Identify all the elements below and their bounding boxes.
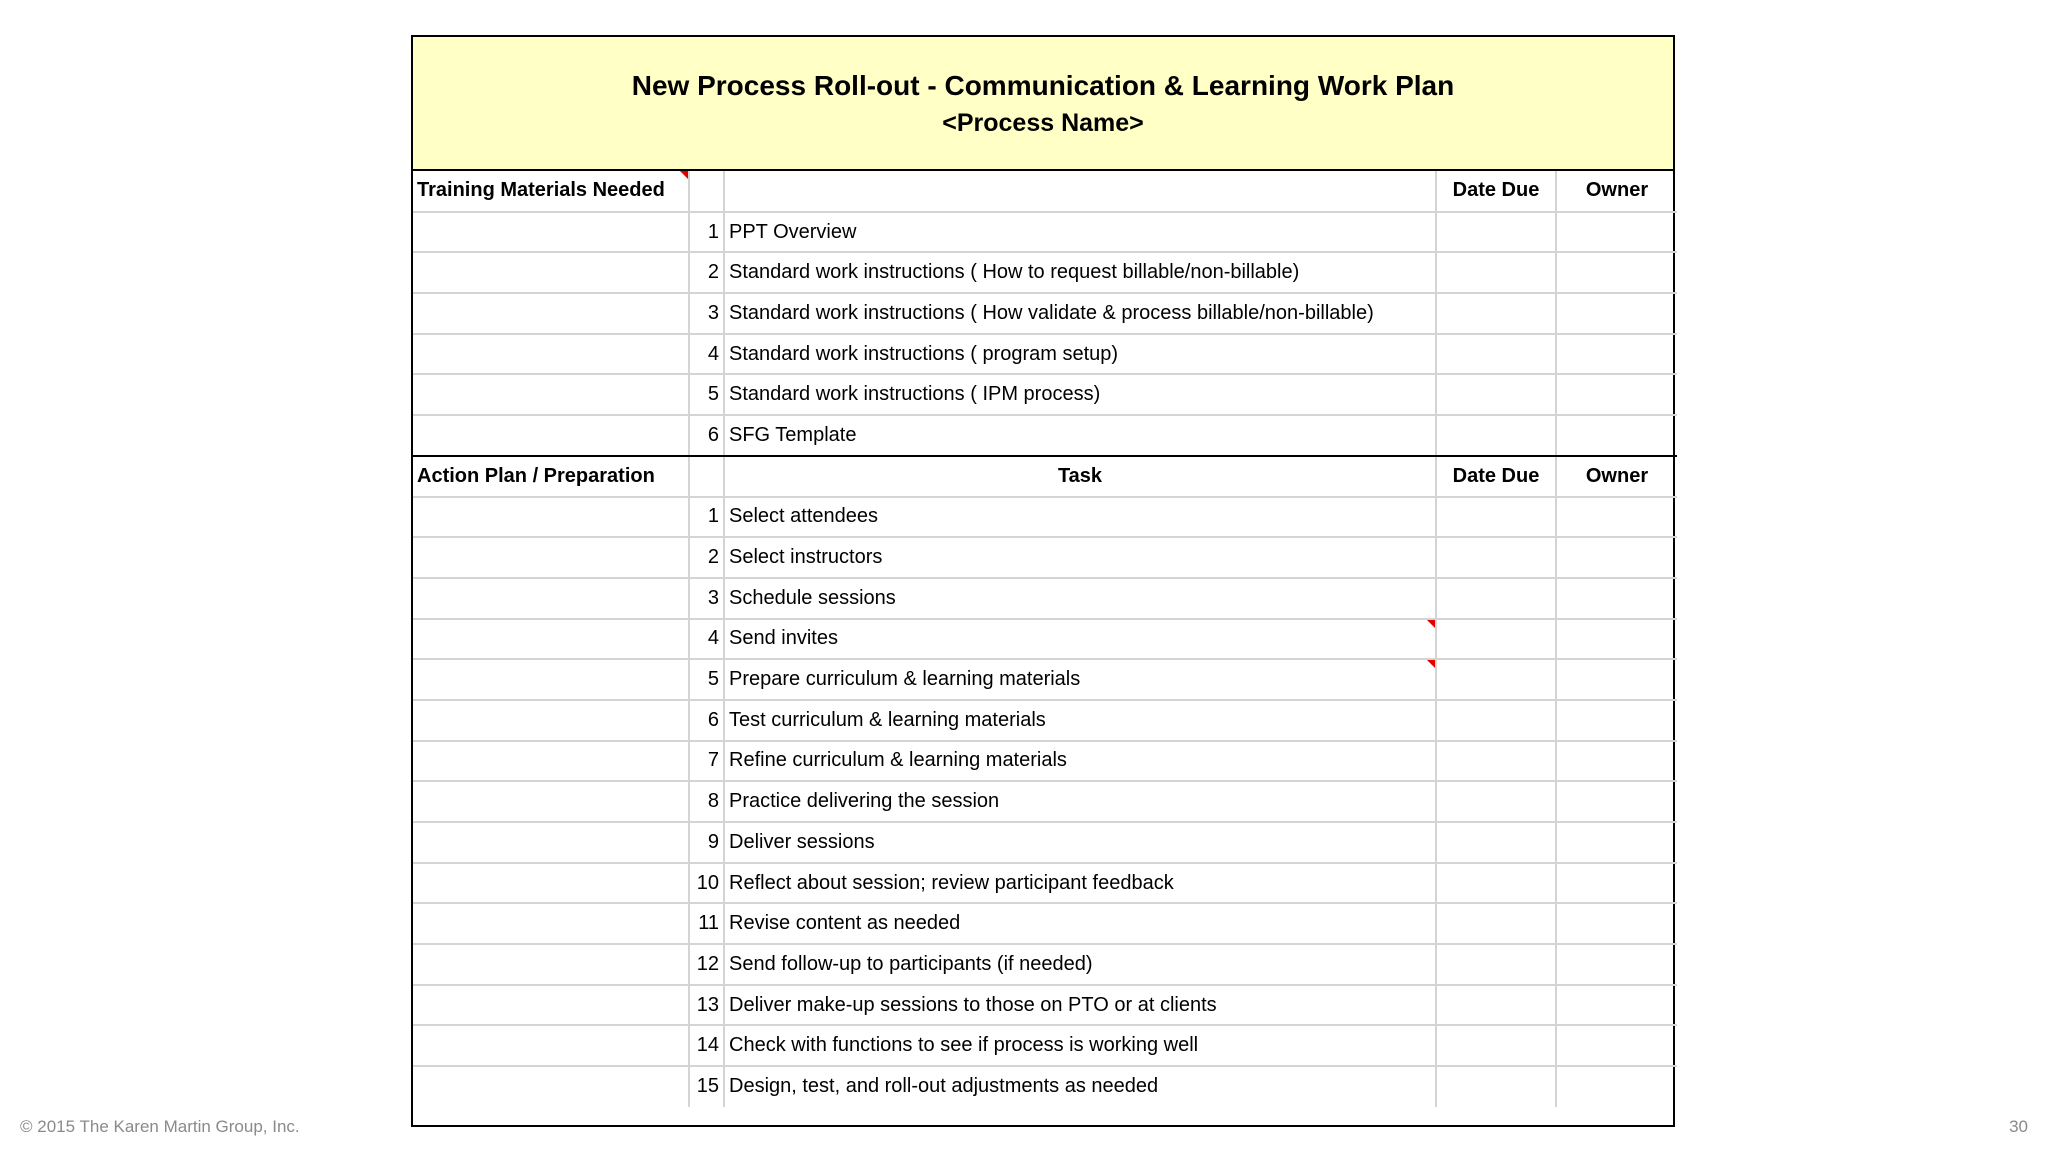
comment-indicator-icon[interactable] — [1427, 620, 1435, 628]
training-owner-header[interactable]: Owner — [1556, 171, 1677, 212]
row-number[interactable]: 3 — [689, 293, 724, 334]
action-row — [413, 822, 1677, 863]
cell[interactable] — [413, 415, 689, 456]
page-title: New Process Roll-out - Communication & Learning Work Plan — [631, 70, 1455, 101]
cell[interactable] — [413, 374, 689, 415]
training-section-label: Training Materials Needed — [417, 179, 665, 202]
owner-cell[interactable] — [1556, 578, 1677, 619]
task-label: Standard work instructions ( How to request billable/non-billable) — [729, 261, 1300, 284]
training-header-row — [413, 171, 1677, 212]
task-cell[interactable] — [724, 1025, 1436, 1066]
owner-cell[interactable] — [1556, 700, 1677, 741]
task-label: Standard work instructions ( program setup) — [729, 342, 1119, 365]
cell[interactable] — [413, 578, 689, 619]
task-label: Check with functions to see if process is working well — [729, 1034, 1199, 1057]
date-due-cell[interactable] — [1436, 1025, 1556, 1066]
cell[interactable] — [689, 171, 724, 212]
task-label: PPT Overview — [729, 220, 857, 243]
process-name-placeholder: <Process Name> — [942, 109, 1144, 137]
task-cell[interactable] — [724, 659, 1436, 700]
date-due-cell[interactable] — [1436, 822, 1556, 863]
cell[interactable] — [413, 700, 689, 741]
action-row — [413, 659, 1677, 700]
training-date-due-header[interactable]: Date Due — [1436, 171, 1556, 212]
date-due-cell[interactable] — [1436, 578, 1556, 619]
row-number[interactable]: 4 — [689, 334, 724, 375]
task-cell[interactable] — [724, 537, 1436, 578]
work-plan-sheet — [411, 35, 1675, 1127]
cell[interactable] — [413, 659, 689, 700]
row-number[interactable]: 13 — [689, 985, 724, 1026]
owner-cell[interactable] — [1556, 944, 1677, 985]
owner-cell[interactable] — [1556, 903, 1677, 944]
action-section-header[interactable]: Action Plan / Preparation — [413, 456, 689, 497]
copyright-footer: © 2015 The Karen Martin Group, Inc. — [20, 1117, 300, 1136]
owner-cell[interactable] — [1556, 497, 1677, 538]
cell[interactable] — [413, 741, 689, 782]
task-label: Reflect about session; review participant feedback — [729, 871, 1174, 894]
task-label: SFG Template — [729, 423, 857, 446]
owner-cell[interactable] — [1556, 415, 1677, 456]
task-cell[interactable] — [724, 293, 1436, 334]
owner-cell[interactable] — [1556, 374, 1677, 415]
task-label: Design, test, and roll-out adjustments as needed — [729, 1075, 1159, 1098]
owner-cell[interactable] — [1556, 293, 1677, 334]
action-owner-header[interactable]: Owner — [1556, 456, 1677, 497]
action-row — [413, 700, 1677, 741]
action-row — [413, 944, 1677, 985]
task-label: Practice delivering the session — [729, 790, 1000, 813]
action-row — [413, 1025, 1677, 1066]
cell[interactable] — [413, 903, 689, 944]
cell[interactable] — [413, 985, 689, 1026]
row-number[interactable]: 14 — [689, 1025, 724, 1066]
owner-cell[interactable] — [1556, 741, 1677, 782]
row-number[interactable]: 10 — [689, 863, 724, 904]
action-row — [413, 578, 1677, 619]
task-label: Select instructors — [729, 546, 883, 569]
row-number[interactable]: 6 — [689, 700, 724, 741]
task-label: Test curriculum & learning materials — [729, 708, 1046, 731]
title-block — [413, 37, 1673, 171]
owner-cell[interactable] — [1556, 1066, 1677, 1107]
cell[interactable] — [413, 334, 689, 375]
task-cell[interactable] — [724, 903, 1436, 944]
training-row — [413, 334, 1677, 375]
date-due-cell[interactable] — [1436, 374, 1556, 415]
cell[interactable] — [413, 497, 689, 538]
task-label: Standard work instructions ( IPM process) — [729, 383, 1101, 406]
task-cell[interactable] — [724, 1066, 1436, 1107]
task-cell[interactable] — [724, 619, 1436, 660]
cell[interactable] — [689, 456, 724, 497]
cell[interactable] — [413, 537, 689, 578]
action-date-due-header[interactable]: Date Due — [1436, 456, 1556, 497]
task-cell[interactable] — [724, 415, 1436, 456]
task-cell[interactable] — [724, 700, 1436, 741]
action-row — [413, 1066, 1677, 1107]
action-row — [413, 863, 1677, 904]
task-cell[interactable] — [724, 741, 1436, 782]
cell[interactable] — [413, 1025, 689, 1066]
owner-cell[interactable] — [1556, 334, 1677, 375]
row-number[interactable]: 9 — [689, 822, 724, 863]
cell[interactable] — [413, 781, 689, 822]
task-cell[interactable] — [724, 334, 1436, 375]
date-due-cell[interactable] — [1436, 537, 1556, 578]
training-row — [413, 252, 1677, 293]
action-row — [413, 619, 1677, 660]
owner-cell[interactable] — [1556, 985, 1677, 1026]
action-row — [413, 903, 1677, 944]
row-number[interactable]: 15 — [689, 1066, 724, 1107]
task-cell[interactable] — [724, 781, 1436, 822]
task-cell[interactable] — [724, 578, 1436, 619]
date-due-cell[interactable] — [1436, 334, 1556, 375]
training-row — [413, 415, 1677, 456]
action-row — [413, 741, 1677, 782]
page-number: 30 — [2009, 1117, 2028, 1136]
training-row — [413, 212, 1677, 253]
row-number[interactable]: 5 — [689, 659, 724, 700]
date-due-cell[interactable] — [1436, 212, 1556, 253]
task-label: Refine curriculum & learning materials — [729, 749, 1067, 772]
row-number[interactable]: 7 — [689, 741, 724, 782]
action-header-row — [413, 456, 1677, 497]
owner-cell[interactable] — [1556, 822, 1677, 863]
action-row — [413, 781, 1677, 822]
task-label: Send follow-up to participants (if needed) — [729, 952, 1093, 975]
row-number[interactable]: 2 — [689, 252, 724, 293]
task-label: Send invites — [729, 627, 838, 650]
action-row — [413, 537, 1677, 578]
action-task-header[interactable]: Task — [724, 456, 1436, 497]
row-number[interactable]: 4 — [689, 619, 724, 660]
row-number[interactable]: 1 — [689, 497, 724, 538]
owner-cell[interactable] — [1556, 781, 1677, 822]
date-due-cell[interactable] — [1436, 985, 1556, 1026]
action-row — [413, 985, 1677, 1026]
row-number[interactable]: 2 — [689, 537, 724, 578]
row-number[interactable]: 12 — [689, 944, 724, 985]
row-number[interactable]: 6 — [689, 415, 724, 456]
task-label: Deliver make-up sessions to those on PTO or at clients — [729, 993, 1217, 1016]
date-due-cell[interactable] — [1436, 497, 1556, 538]
row-number[interactable]: 1 — [689, 212, 724, 253]
date-due-cell[interactable] — [1436, 863, 1556, 904]
row-number[interactable]: 5 — [689, 374, 724, 415]
owner-cell[interactable] — [1556, 252, 1677, 293]
task-label: Standard work instructions ( How validate & process billable/non-billable) — [729, 301, 1374, 324]
date-due-cell[interactable] — [1436, 619, 1556, 660]
comment-indicator-icon[interactable] — [1427, 660, 1435, 668]
date-due-cell[interactable] — [1436, 781, 1556, 822]
task-cell[interactable] — [724, 252, 1436, 293]
cell[interactable] — [413, 293, 689, 334]
task-cell[interactable] — [724, 822, 1436, 863]
date-due-cell[interactable] — [1436, 415, 1556, 456]
owner-cell[interactable] — [1556, 659, 1677, 700]
owner-cell[interactable] — [1556, 863, 1677, 904]
date-due-cell[interactable] — [1436, 293, 1556, 334]
date-due-cell[interactable] — [1436, 252, 1556, 293]
cell[interactable] — [413, 944, 689, 985]
date-due-cell[interactable] — [1436, 903, 1556, 944]
training-section-header[interactable] — [413, 171, 689, 212]
cell[interactable] — [413, 252, 689, 293]
training-row — [413, 293, 1677, 334]
task-cell[interactable] — [724, 212, 1436, 253]
training-task-header[interactable] — [724, 171, 1436, 212]
row-number[interactable]: 11 — [689, 903, 724, 944]
date-due-cell[interactable] — [1436, 1066, 1556, 1107]
task-label: Schedule sessions — [729, 586, 896, 609]
comment-indicator-icon[interactable] — [680, 171, 688, 179]
work-plan-table — [413, 171, 1677, 1107]
owner-cell[interactable] — [1556, 1025, 1677, 1066]
owner-cell[interactable] — [1556, 212, 1677, 253]
cell[interactable] — [413, 619, 689, 660]
date-due-cell[interactable] — [1436, 741, 1556, 782]
task-cell[interactable] — [724, 863, 1436, 904]
date-due-cell[interactable] — [1436, 700, 1556, 741]
task-cell[interactable] — [724, 985, 1436, 1026]
cell[interactable] — [413, 212, 689, 253]
cell[interactable] — [413, 822, 689, 863]
task-label: Select attendees — [729, 505, 878, 528]
task-label: Revise content as needed — [729, 912, 961, 935]
action-row — [413, 497, 1677, 538]
task-cell[interactable] — [724, 944, 1436, 985]
owner-cell[interactable] — [1556, 537, 1677, 578]
task-cell[interactable] — [724, 497, 1436, 538]
row-number[interactable]: 3 — [689, 578, 724, 619]
task-label: Deliver sessions — [729, 830, 875, 853]
cell[interactable] — [413, 863, 689, 904]
task-label: Prepare curriculum & learning materials — [729, 668, 1081, 691]
row-number[interactable]: 8 — [689, 781, 724, 822]
owner-cell[interactable] — [1556, 619, 1677, 660]
training-row — [413, 374, 1677, 415]
task-cell[interactable] — [724, 374, 1436, 415]
cell[interactable] — [413, 1066, 689, 1107]
date-due-cell[interactable] — [1436, 944, 1556, 985]
date-due-cell[interactable] — [1436, 659, 1556, 700]
